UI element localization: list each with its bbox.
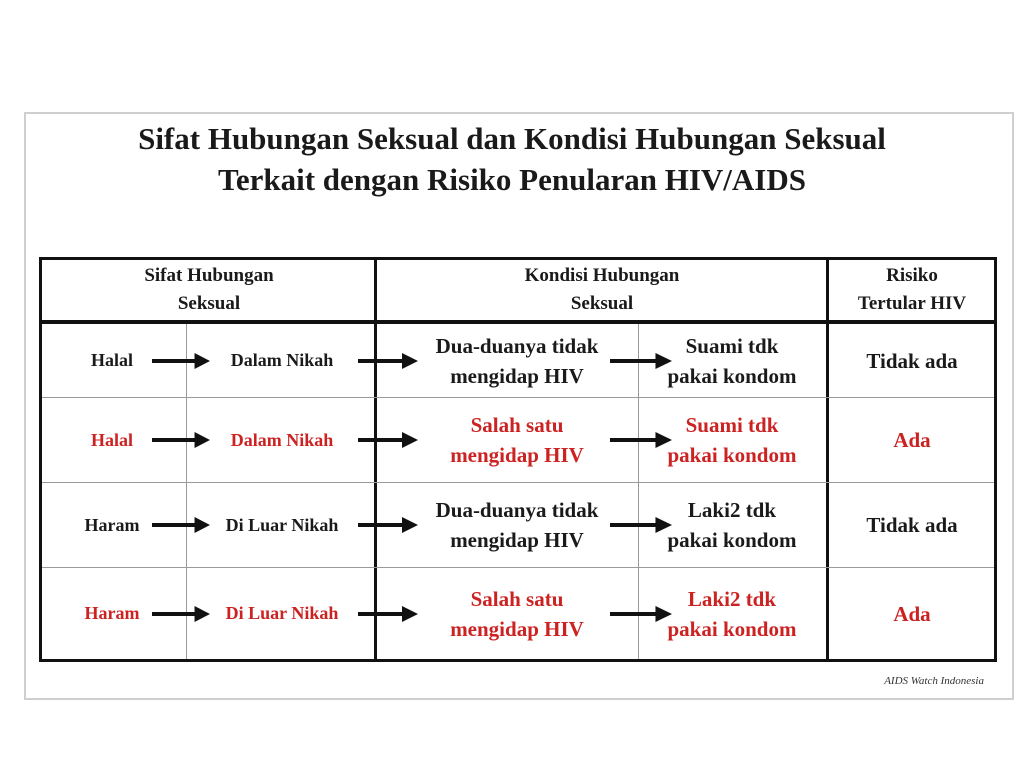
right-arrow-icon xyxy=(610,604,672,624)
cell-condom: Laki2 tdk pakai kondom xyxy=(667,586,797,641)
cell-condom: Laki2 tdk pakai kondom xyxy=(667,498,797,552)
cell-condition: Dua-duanya tidak mengidap HIV xyxy=(435,498,599,552)
cell-risk: Ada xyxy=(893,601,931,626)
cell-risk: Ada xyxy=(893,428,931,452)
right-arrow-icon xyxy=(358,515,418,535)
cell-condition: Salah satu mengidap HIV xyxy=(450,413,584,467)
right-arrow-icon xyxy=(358,604,418,624)
cell-risk: Tidak ada xyxy=(866,348,958,373)
table-row xyxy=(42,568,994,659)
right-arrow-icon xyxy=(152,604,210,624)
cell-context: Dalam Nikah xyxy=(230,350,334,370)
cell-risk: Tidak ada xyxy=(866,513,958,537)
cell-status: Halal xyxy=(90,429,133,450)
page-title xyxy=(0,118,1024,200)
table-row xyxy=(42,398,994,482)
title-line-2: Terkait dengan Risiko Penularan HIV/AIDS xyxy=(218,162,806,197)
header-sifat: Sifat Hubungan Seksual xyxy=(144,265,274,314)
header-risiko: Risiko Tertular HIV xyxy=(857,265,967,314)
cell-status: Halal xyxy=(90,350,133,370)
table-row xyxy=(42,483,994,567)
cell-condom: Suami tdk pakai kondom xyxy=(667,413,797,467)
table-row xyxy=(42,324,994,397)
cell-context: Di Luar Nikah xyxy=(225,603,339,623)
right-arrow-icon xyxy=(610,351,672,371)
right-arrow-icon xyxy=(152,515,210,535)
risk-table xyxy=(39,257,997,662)
cell-condom: Suami tdk pakai kondom xyxy=(667,333,797,388)
table-header xyxy=(42,260,994,324)
right-arrow-icon xyxy=(358,430,418,450)
header-kondisi: Kondisi Hubungan Seksual xyxy=(524,265,680,314)
cell-condition: Dua-duanya tidak mengidap HIV xyxy=(435,333,599,388)
cell-status: Haram xyxy=(84,603,140,623)
cell-context: Dalam Nikah xyxy=(230,429,334,450)
right-arrow-icon xyxy=(610,430,672,450)
title-line-1: Sifat Hubungan Seksual dan Kondisi Hubungan Seksual xyxy=(138,121,886,156)
right-arrow-icon xyxy=(358,351,418,371)
cell-condition: Salah satu mengidap HIV xyxy=(450,586,584,641)
cell-context: Di Luar Nikah xyxy=(225,514,339,535)
right-arrow-icon xyxy=(152,351,210,371)
source-credit: AIDS Watch Indonesia xyxy=(884,675,984,687)
right-arrow-icon xyxy=(610,515,672,535)
cell-status: Haram xyxy=(84,514,140,535)
right-arrow-icon xyxy=(152,430,210,450)
